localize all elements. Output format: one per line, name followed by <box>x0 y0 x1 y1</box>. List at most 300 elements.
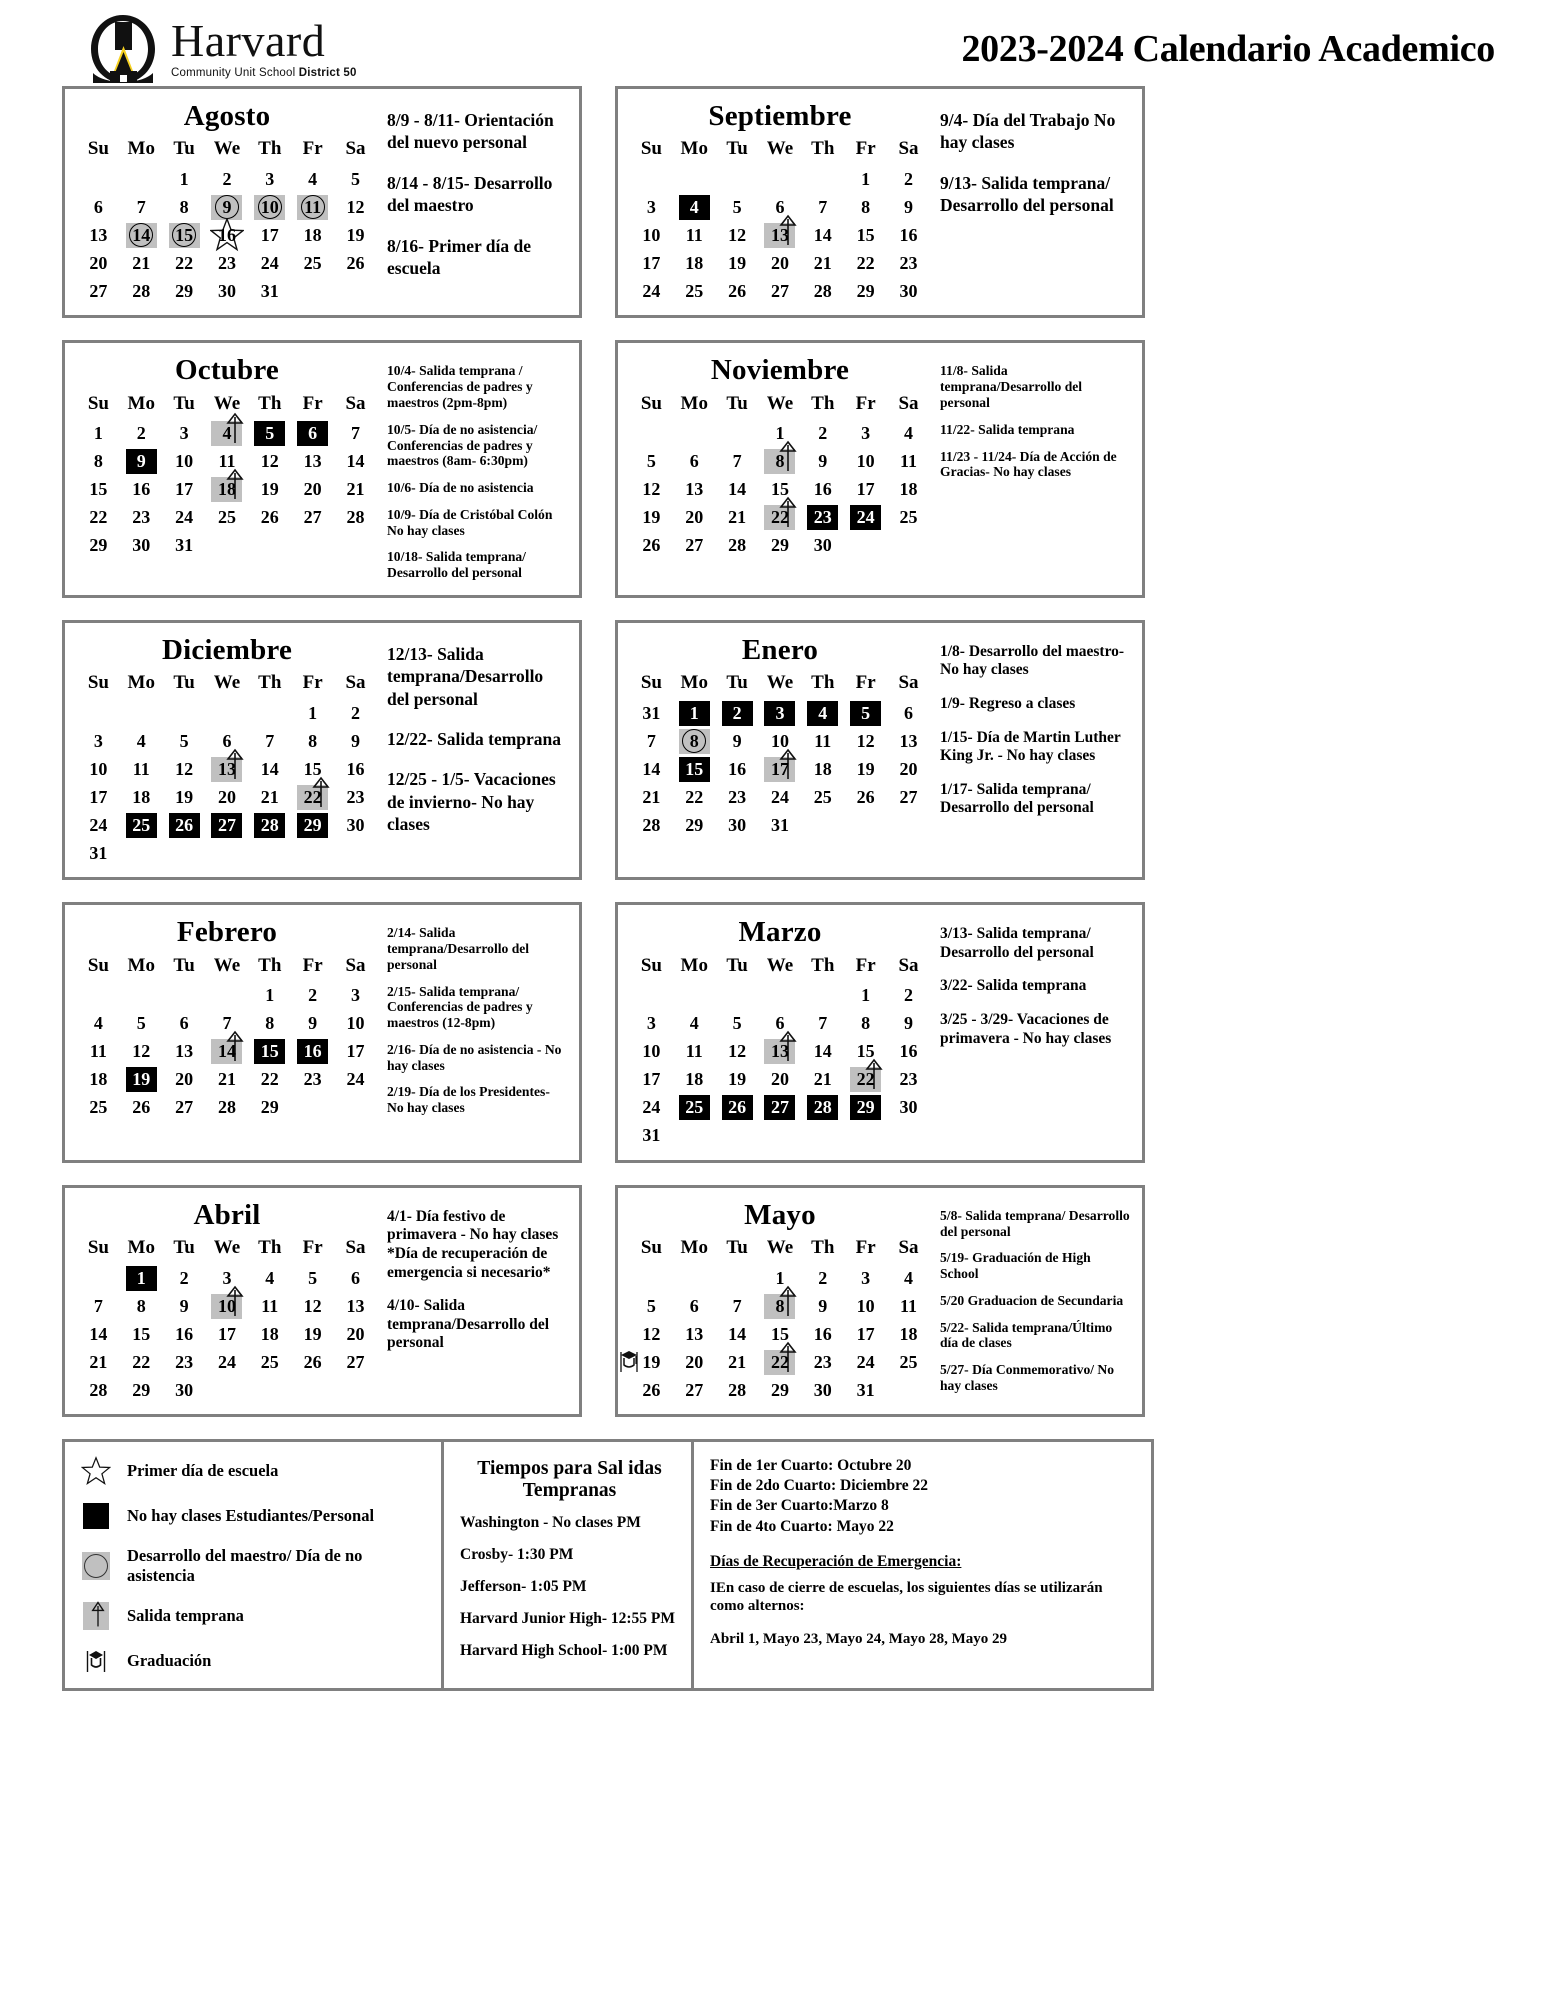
calendar-day-21: 21 <box>217 1069 236 1090</box>
calendar-day-4: 4 <box>807 701 838 726</box>
calendar-cell <box>887 1348 930 1376</box>
calendar-cell <box>206 839 249 867</box>
month-title: Febrero <box>176 916 278 949</box>
calendar-cell <box>120 1264 163 1292</box>
calendar-cell <box>759 1320 802 1348</box>
calendar-day-7: 7 <box>93 1295 103 1316</box>
calendar-day-30: 30 <box>728 814 747 835</box>
calendar-week-row <box>77 727 377 755</box>
month-note-item: 1/8- Desarrollo del maestro- No hay clases <box>940 642 1125 679</box>
calendar-week-row <box>630 1094 930 1122</box>
calendar-cell <box>248 532 291 560</box>
calendar-day-19: 19 <box>856 758 875 779</box>
calendar-week-row <box>77 420 377 448</box>
calendar-cell <box>248 448 291 476</box>
calendar-day-27: 27 <box>211 813 242 838</box>
calendar-day-5: 5 <box>646 1295 656 1316</box>
calendar-day-30: 30 <box>899 280 918 301</box>
calendar-cell <box>291 476 334 504</box>
weekday-header: We <box>213 1237 241 1259</box>
calendar-day-24: 24 <box>217 1351 236 1372</box>
calendar-day-1: 1 <box>775 1267 785 1288</box>
calendar-day-23: 23 <box>132 507 151 528</box>
calendar-cell <box>759 1376 802 1404</box>
calendar-day-31: 31 <box>770 814 789 835</box>
calendar-cell <box>291 727 334 755</box>
month-calendar <box>626 349 930 584</box>
calendar-cell <box>759 727 802 755</box>
calendar-cell <box>887 277 930 305</box>
calendar-day-29: 29 <box>89 535 108 556</box>
calendar-day-5: 5 <box>254 421 285 446</box>
calendar-day-14: 14 <box>126 223 157 248</box>
calendar-day-27: 27 <box>770 280 789 301</box>
calendar-cell <box>630 1010 673 1038</box>
weekday-header: We <box>766 954 794 976</box>
legend-row <box>81 1646 429 1676</box>
calendar-cell <box>673 476 716 504</box>
calendar-week-row <box>630 1010 930 1038</box>
calendar-cell <box>801 1348 844 1376</box>
calendar-day-9: 9 <box>904 1013 914 1034</box>
calendar-day-26: 26 <box>260 507 279 528</box>
calendar-day-31: 31 <box>856 1379 875 1400</box>
calendar-week-row <box>630 448 930 476</box>
month-notes <box>930 911 1134 1149</box>
emergency-days: Abril 1, Mayo 23, Mayo 24, Mayo 28, Mayo 29 <box>710 1631 1008 1648</box>
calendar-cell <box>887 699 930 727</box>
calendar-cell <box>887 221 930 249</box>
month-notes <box>930 349 1134 584</box>
calendar-day-13: 13 <box>303 451 322 472</box>
calendar-cell <box>844 1122 887 1150</box>
calendar-day-12: 12 <box>642 479 661 500</box>
calendar-cell <box>887 249 930 277</box>
calendar-day-6: 6 <box>689 451 699 472</box>
calendar-day-21: 21 <box>260 786 279 807</box>
calendar-cell <box>844 277 887 305</box>
calendar-day-28: 28 <box>728 535 747 556</box>
month-note-item: 3/25 - 3/29- Vacaciones de primavera - No hay clases <box>940 1011 1112 1047</box>
calendar-day-13: 13 <box>685 479 704 500</box>
calendar-cell <box>163 1038 206 1066</box>
calendar-day-21: 21 <box>89 1351 108 1372</box>
calendar-cell <box>887 504 930 532</box>
calendar-day-5: 5 <box>850 701 881 726</box>
calendar-cell <box>759 1122 802 1150</box>
calendar-cell <box>77 1348 120 1376</box>
month-note-item: 10/18- Salida temprana/ Desarrollo del personal <box>387 549 526 581</box>
calendar-cell <box>163 1066 206 1094</box>
weekday-header: Sa <box>345 672 366 694</box>
calendar-day-7: 7 <box>818 1013 828 1034</box>
calendar-day-29: 29 <box>856 280 875 301</box>
calendar-cell <box>206 249 249 277</box>
calendar-cell <box>291 277 334 305</box>
legend-row <box>81 1546 429 1586</box>
weekday-header: Tu <box>726 392 748 414</box>
calendar-day-26: 26 <box>856 786 875 807</box>
calendar-day-18: 18 <box>685 1069 704 1090</box>
calendar-cell <box>844 1094 887 1122</box>
calendar-cell <box>120 165 163 193</box>
calendar-cell <box>801 532 844 560</box>
calendar-cell <box>120 249 163 277</box>
calendar-cell <box>120 504 163 532</box>
calendar-day-22: 22 <box>764 505 795 530</box>
calendar-day-11: 11 <box>685 1041 703 1062</box>
calendar-day-4: 4 <box>211 421 242 446</box>
calendar-day-17: 17 <box>642 1069 661 1090</box>
calendar-day-1: 1 <box>775 423 785 444</box>
month-note-item: 2/15- Salida temprana/ Conferencias de padres y maestros (12-8pm) <box>387 983 533 1031</box>
calendar-cell <box>291 1038 334 1066</box>
calendar-cell <box>844 699 887 727</box>
calendar-week-row <box>77 811 377 839</box>
calendar-week-row <box>77 1264 377 1292</box>
calendar-cell <box>120 277 163 305</box>
calendar-cell <box>163 448 206 476</box>
calendar-cell <box>716 1348 759 1376</box>
calendar-day-4: 4 <box>93 1013 103 1034</box>
calendar-cell <box>844 476 887 504</box>
calendar-day-24: 24 <box>856 1351 875 1372</box>
calendar-cell <box>120 1348 163 1376</box>
weekday-header: Fr <box>302 954 323 976</box>
calendar-cell <box>163 839 206 867</box>
weekday-header: Fr <box>855 392 876 414</box>
calendar-day-14: 14 <box>89 1323 108 1344</box>
month-note-item: 2/14- Salida temprana/Desarrollo del personal <box>387 925 530 972</box>
month-card-octubre <box>62 340 582 597</box>
calendar-week-row <box>77 839 377 867</box>
legend-label: Graduación <box>127 1651 212 1671</box>
calendar-cell <box>77 811 120 839</box>
calendar-cell <box>206 811 249 839</box>
calendar-day-24: 24 <box>770 786 789 807</box>
month-card-septiembre <box>615 86 1145 318</box>
calendar-cell <box>844 249 887 277</box>
calendar-cell <box>887 193 930 221</box>
calendar-day-18: 18 <box>260 1323 279 1344</box>
weekday-header: Mo <box>127 138 155 160</box>
calendar-day-9: 9 <box>211 195 242 220</box>
calendar-cell <box>77 532 120 560</box>
dismissal-time-line: Washington - No clases PM <box>460 1513 641 1531</box>
calendar-day-17: 17 <box>175 479 194 500</box>
calendar-day-28: 28 <box>217 1097 236 1118</box>
calendar-cell <box>334 1292 377 1320</box>
calendar-cell <box>206 1094 249 1122</box>
month-notes <box>377 349 571 584</box>
calendar-cell <box>248 982 291 1010</box>
calendar-day-19: 19 <box>346 224 365 245</box>
calendar-day-17: 17 <box>764 757 795 782</box>
calendar-day-7: 7 <box>732 451 742 472</box>
calendar-week-row <box>77 277 377 305</box>
calendar-cell <box>120 1010 163 1038</box>
calendar-cell <box>801 811 844 839</box>
calendar-day-29: 29 <box>260 1097 279 1118</box>
weekday-header: We <box>213 954 241 976</box>
weekday-header: Su <box>640 392 662 414</box>
calendar-day-8: 8 <box>179 196 189 217</box>
month-note-item: 10/6- Día de no asistencia <box>387 480 534 496</box>
calendar-day-16: 16 <box>813 1323 832 1344</box>
calendar-week-row <box>630 755 930 783</box>
emergency-body: IEn caso de cierre de escuelas, los siguientes días se utilizarán como alternos: <box>710 1579 1103 1615</box>
calendar-cell <box>77 1320 120 1348</box>
calendar-day-18: 18 <box>303 224 322 245</box>
calendar-cell <box>801 699 844 727</box>
calendar-cell <box>844 1292 887 1320</box>
calendar-cell <box>163 249 206 277</box>
weekday-header: Mo <box>680 1237 708 1259</box>
calendar-day-30: 30 <box>899 1097 918 1118</box>
month-calendar <box>626 95 930 305</box>
calendar-day-1: 1 <box>861 168 871 189</box>
calendar-cell <box>77 699 120 727</box>
month-calendar <box>73 1194 377 1404</box>
emergency-heading: Días de Recuperación de Emergencia: <box>710 1552 962 1570</box>
calendar-cell <box>630 1320 673 1348</box>
month-calendar <box>73 911 377 1149</box>
calendar-cell <box>630 1264 673 1292</box>
month-notes <box>377 911 571 1149</box>
calendar-cell <box>801 476 844 504</box>
calendar-cell <box>163 1010 206 1038</box>
calendar-cell <box>120 221 163 249</box>
calendar-cell <box>801 1376 844 1404</box>
legend-box <box>62 1439 444 1691</box>
calendar-day-13: 13 <box>685 1323 704 1344</box>
calendar-cell <box>716 277 759 305</box>
calendar-day-20: 20 <box>346 1323 365 1344</box>
calendar-cell <box>291 783 334 811</box>
legend-early-dismissal-icon <box>81 1601 111 1631</box>
calendar-cell <box>334 448 377 476</box>
weekday-header: Th <box>258 954 282 976</box>
calendar-cell <box>291 1376 334 1404</box>
calendar-week-row <box>77 165 377 193</box>
calendar-day-30: 30 <box>813 1379 832 1400</box>
calendar-cell <box>716 755 759 783</box>
calendar-day-23: 23 <box>807 505 838 530</box>
calendar-table <box>630 392 930 560</box>
calendar-cell <box>120 532 163 560</box>
calendar-day-5: 5 <box>732 196 742 217</box>
calendar-cell <box>630 532 673 560</box>
calendar-day-26: 26 <box>728 280 747 301</box>
dismissal-time-line: Harvard High School- 1:00 PM <box>460 1641 668 1659</box>
calendar-cell <box>673 504 716 532</box>
weekday-header: Mo <box>680 392 708 414</box>
calendar-day-22: 22 <box>132 1351 151 1372</box>
month-note-item: 8/9 - 8/11- Orientación del nuevo personal <box>387 110 554 153</box>
calendar-cell <box>206 1348 249 1376</box>
calendar-cell <box>163 699 206 727</box>
calendar-cell <box>801 755 844 783</box>
calendar-day-2: 2 <box>722 701 753 726</box>
calendar-cell <box>844 755 887 783</box>
calendar-cell <box>844 982 887 1010</box>
calendar-day-8: 8 <box>764 449 795 474</box>
dismissal-time-line: Jefferson- 1:05 PM <box>460 1577 587 1595</box>
weekday-header: Mo <box>127 392 155 414</box>
month-card-agosto <box>62 86 582 318</box>
calendar-week-row <box>630 277 930 305</box>
calendar-cell <box>291 982 334 1010</box>
calendar-cell <box>716 504 759 532</box>
calendar-day-6: 6 <box>775 1013 785 1034</box>
calendar-day-20: 20 <box>303 479 322 500</box>
calendar-cell <box>291 1320 334 1348</box>
calendar-cell <box>673 448 716 476</box>
legend-label: Desarrollo del maestro/ Día de no asistencia <box>127 1546 363 1586</box>
calendar-day-10: 10 <box>856 1295 875 1316</box>
calendar-cell <box>630 1292 673 1320</box>
weekday-header: Sa <box>345 138 366 160</box>
month-title: Enero <box>741 633 819 666</box>
calendar-day-15: 15 <box>254 1039 285 1064</box>
calendar-cell <box>248 476 291 504</box>
calendar-day-1: 1 <box>308 702 318 723</box>
calendar-cell <box>844 1010 887 1038</box>
calendar-table <box>77 671 377 867</box>
month-card-marzo <box>615 902 1145 1162</box>
calendar-day-16: 16 <box>813 479 832 500</box>
calendar-day-2: 2 <box>222 168 232 189</box>
calendar-cell <box>248 811 291 839</box>
calendar-cell <box>248 1010 291 1038</box>
dismissal-time-line: Crosby- 1:30 PM <box>460 1545 574 1563</box>
calendar-cell <box>334 1348 377 1376</box>
calendar-day-17: 17 <box>856 479 875 500</box>
calendar-day-26: 26 <box>169 813 200 838</box>
calendar-cell <box>163 755 206 783</box>
calendar-cell <box>163 1376 206 1404</box>
calendar-cell <box>334 532 377 560</box>
month-note-item: 12/22- Salida temprana <box>387 729 562 750</box>
calendar-cell <box>163 1348 206 1376</box>
calendar-day-11: 11 <box>900 451 918 472</box>
calendar-day-31: 31 <box>260 280 279 301</box>
calendar-cell <box>248 420 291 448</box>
calendar-day-23: 23 <box>728 786 747 807</box>
calendar-day-1: 1 <box>126 1266 157 1291</box>
month-calendar <box>626 1194 930 1404</box>
calendar-day-9: 9 <box>818 451 828 472</box>
calendar-day-27: 27 <box>303 507 322 528</box>
calendar-day-13: 13 <box>211 757 242 782</box>
calendar-day-24: 24 <box>346 1069 365 1090</box>
calendar-day-10: 10 <box>254 195 285 220</box>
calendar-day-3: 3 <box>861 1267 871 1288</box>
calendar-cell <box>120 699 163 727</box>
calendar-day-11: 11 <box>814 730 832 751</box>
calendar-cell <box>759 532 802 560</box>
calendar-cell <box>206 420 249 448</box>
calendar-week-row <box>77 755 377 783</box>
calendar-table <box>630 137 930 305</box>
calendar-cell <box>801 221 844 249</box>
calendar-day-23: 23 <box>175 1351 194 1372</box>
logo-subtitle: Community Unit School District 50 <box>171 67 357 80</box>
calendar-day-6: 6 <box>179 1013 189 1034</box>
calendar-cell <box>120 193 163 221</box>
calendar-day-5: 5 <box>179 730 189 751</box>
calendar-cell <box>716 1320 759 1348</box>
calendar-cell <box>673 221 716 249</box>
calendar-cell <box>334 249 377 277</box>
calendar-cell <box>716 420 759 448</box>
calendar-table <box>630 954 930 1150</box>
legend-graduation-icon <box>81 1646 111 1676</box>
calendar-cell <box>887 755 930 783</box>
calendar-cell <box>120 755 163 783</box>
weekday-header: Tu <box>173 672 195 694</box>
calendar-week-row <box>77 982 377 1010</box>
calendar-day-7: 7 <box>265 730 275 751</box>
calendar-cell <box>291 448 334 476</box>
calendar-week-row <box>630 165 930 193</box>
calendar-day-24: 24 <box>642 1097 661 1118</box>
calendar-week-row <box>77 1348 377 1376</box>
calendar-day-9: 9 <box>732 730 742 751</box>
calendar-day-11: 11 <box>900 1295 918 1316</box>
calendar-week-row <box>77 1376 377 1404</box>
calendar-cell <box>673 193 716 221</box>
calendar-table <box>77 1236 377 1404</box>
calendar-cell <box>248 699 291 727</box>
calendar-cell <box>844 1066 887 1094</box>
month-note-item: 8/16- Primer día de escuela <box>387 235 532 278</box>
weekday-header: We <box>766 138 794 160</box>
calendar-cell <box>334 165 377 193</box>
month-note-item: 4/10- Salida temprana/Desarrollo del personal <box>387 1297 550 1352</box>
calendar-cell <box>77 476 120 504</box>
weekday-header: Fr <box>302 392 323 414</box>
month-title: Agosto <box>183 100 271 132</box>
calendar-cell <box>887 1066 930 1094</box>
calendar-cell <box>630 193 673 221</box>
weekday-header: Sa <box>898 672 919 694</box>
calendar-cell <box>248 1066 291 1094</box>
calendar-day-11: 11 <box>218 451 236 472</box>
calendar-day-10: 10 <box>211 1294 242 1319</box>
calendar-day-29: 29 <box>770 1379 789 1400</box>
calendar-cell <box>163 982 206 1010</box>
month-notes <box>930 629 1134 867</box>
calendar-cell <box>120 1066 163 1094</box>
calendar-day-19: 19 <box>642 507 661 528</box>
calendar-cell <box>759 193 802 221</box>
calendar-cell <box>206 1066 249 1094</box>
calendar-day-26: 26 <box>722 1095 753 1120</box>
calendar-cell <box>716 532 759 560</box>
calendar-cell <box>887 1376 930 1404</box>
calendar-day-13: 13 <box>764 1039 795 1064</box>
calendar-cell <box>844 783 887 811</box>
calendar-table <box>77 954 377 1122</box>
month-note-item: 11/22- Salida temprana <box>940 421 1075 437</box>
calendar-cell <box>844 1038 887 1066</box>
calendar-cell <box>248 1264 291 1292</box>
calendar-cell <box>759 1010 802 1038</box>
month-calendar <box>73 95 377 305</box>
calendar-cell <box>801 448 844 476</box>
calendar-cell <box>334 1264 377 1292</box>
